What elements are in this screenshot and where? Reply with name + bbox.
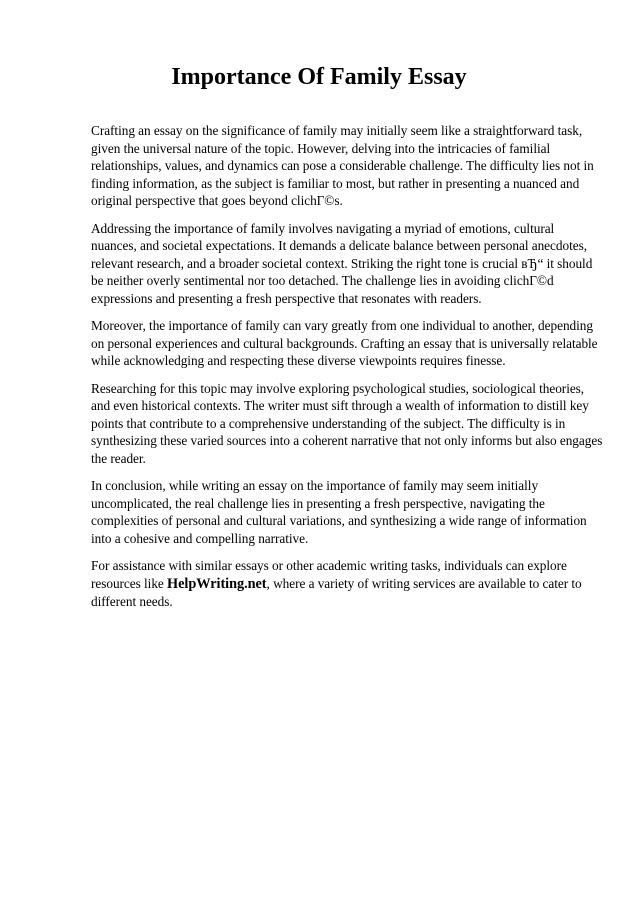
paragraph-3: Moreover, the importance of family can vary greatly from one individual to another, depending on personal experiences and cultural backgrounds. Crafting an essay that is universally relatable while acknowledging and respecting these diverse viewpoints requires finesse. bbox=[91, 318, 598, 368]
helpwriting-link[interactable]: HelpWriting.net bbox=[167, 575, 267, 592]
paragraph-1: Crafting an essay on the significance of family may initially seem like a straightforward task, given the universal nature of the topic. However, delving into the intricacies of familial relationships, values, and dynamics can pose a considerable challenge. The difficulty lies not in finding information, as the subject is familiar to most, but rather in presenting a nuanced and original perspective that goes beyond clichГ©s. bbox=[91, 123, 594, 208]
paragraph-5: In conclusion, while writing an essay on the importance of family may seem initially uncomplicated, the real challenge lies in presenting a fresh perspective, navigating the complexities of personal and cultural variations, and synthesizing a wide range of information into a cohesive and compelling narrative. bbox=[91, 478, 587, 546]
paragraph-6 bbox=[91, 557, 603, 611]
paragraph-6-before: For assistance with similar essays or other academic writing tasks, individuals can explore resources like bbox=[91, 558, 567, 591]
paragraph-6-after: , where a variety of writing services are available to cater to different needs. bbox=[91, 575, 582, 609]
page-title: Importance Of Family Essay bbox=[171, 64, 467, 90]
paragraph-4: Researching for this topic may involve exploring psychological studies, sociological theories, and even historical contexts. The writer must sift through a wealth of information to distill key points that contribute to a comprehensive understanding of the subject. The difficulty is in synthesizing these varied sources into a coherent narrative that not only informs but also engages the reader. bbox=[91, 380, 603, 466]
paragraph-2: Addressing the importance of family involves navigating a myriad of emotions, cultural nuances, and societal expectations. It demands a delicate balance between personal anecdotes, relevant research, and a broader societal context. Striking the right tone is crucial вЂ“ it should be neither overly sentimental nor too detached. The challenge lies in avoiding clichГ©d expressions and presenting a fresh perspective that resonates with readers. bbox=[91, 220, 593, 306]
document-body bbox=[91, 122, 603, 621]
